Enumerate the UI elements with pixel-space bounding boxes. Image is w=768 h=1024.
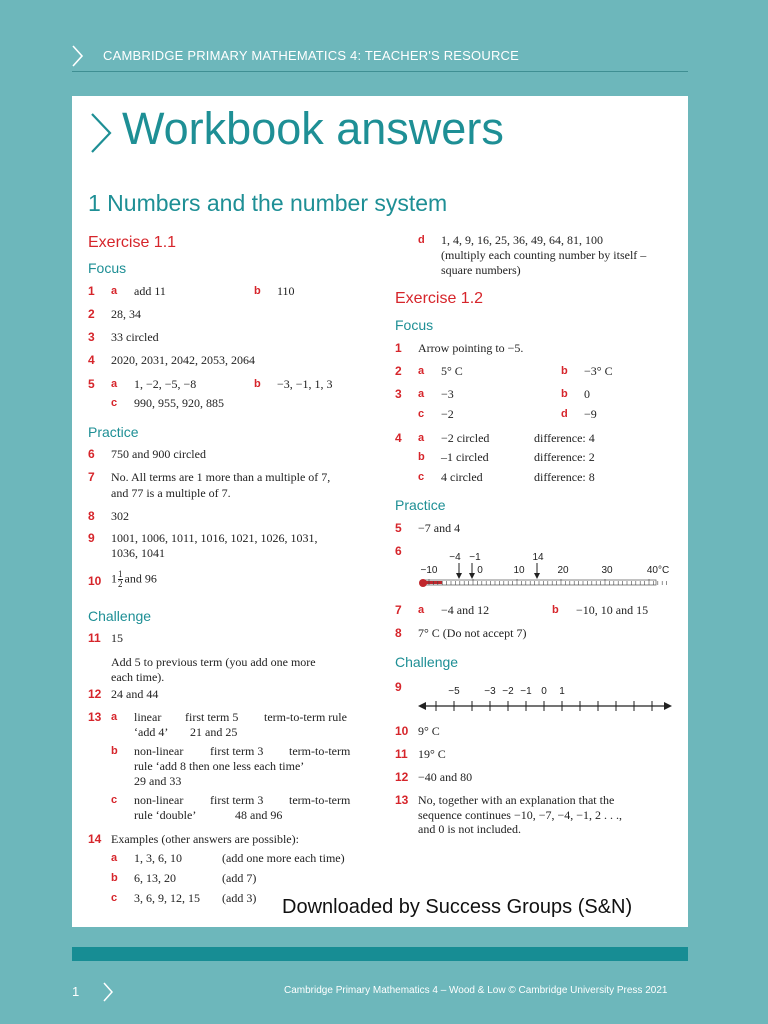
- footer-credit: Cambridge Primary Mathematics 4 – Wood & Low © Cambridge University Press 2021: [284, 985, 668, 996]
- answer-text: first term 5: [185, 710, 239, 724]
- number-line-diagram: [418, 682, 678, 716]
- chevron-right-icon: [70, 44, 84, 68]
- answer-text: 9° C: [418, 724, 440, 738]
- scale-label: 0: [477, 565, 483, 576]
- part-letter: a: [418, 604, 425, 616]
- question-number: 13: [395, 793, 409, 807]
- answer-text: 33 circled: [111, 330, 159, 344]
- answer-text: No. All terms are 1 more than a multiple of 7,: [111, 470, 331, 484]
- part-letter: b: [111, 872, 118, 884]
- answer-text: 5° C: [441, 364, 463, 378]
- part-letter: a: [111, 852, 118, 864]
- question-number: 11: [88, 631, 101, 645]
- answer-text-rest: and 96: [124, 571, 157, 586]
- answer-text: −10, 10 and 15: [576, 603, 649, 617]
- chevron-right-icon: [88, 112, 114, 154]
- question-number: 4: [88, 353, 95, 367]
- answer-text: difference: 4: [534, 431, 595, 445]
- footer-bar: [72, 947, 688, 961]
- answer-text: sequence continues −10, −7, −4, −1, 2 . . .,: [418, 808, 623, 822]
- exercise-title: Exercise 1.1: [88, 234, 177, 251]
- question-number: 12: [88, 687, 102, 701]
- fraction-numerator: 1: [118, 569, 123, 579]
- mixed-number-whole: 1: [111, 571, 117, 586]
- section-heading: Challenge: [395, 654, 459, 670]
- answer-text: 1, −2, −5, −8: [134, 377, 197, 391]
- answer-text: No, together with an explanation that the: [418, 793, 615, 807]
- number-line-label: 0: [541, 686, 547, 697]
- question-number: 2: [395, 364, 402, 378]
- answer-text: 3, 6, 9, 12, 15: [134, 891, 200, 905]
- number-line-label: −3: [484, 686, 496, 697]
- answer-text: 990, 955, 920, 885: [134, 396, 224, 410]
- number-line-label: −5: [448, 686, 460, 697]
- answer-text: non-linear: [134, 744, 184, 758]
- arrow-left-icon: [418, 702, 426, 710]
- answer-text: 1, 4, 9, 16, 25, 36, 49, 64, 81, 100: [441, 233, 603, 247]
- header-title: CAMBRIDGE PRIMARY MATHEMATICS 4: TEACHER'S RESOURCE: [103, 48, 519, 63]
- question-number: 11: [395, 747, 408, 761]
- answer-text: rule ‘double’: [134, 808, 197, 822]
- arrow-right-icon: [664, 702, 672, 710]
- question-number: 5: [88, 377, 95, 391]
- scale-label: 40°C: [646, 565, 670, 576]
- answer-text: −2 circled: [441, 431, 490, 445]
- answer-text: add 11: [134, 284, 166, 298]
- answer-text: difference: 2: [534, 450, 595, 464]
- question-number: 10: [88, 574, 102, 588]
- scale-label: 20: [557, 565, 569, 576]
- answer-text: –1 circled: [441, 450, 489, 464]
- arrow-down-icon: [456, 563, 462, 579]
- exercise-title: Exercise 1.2: [395, 290, 484, 307]
- answer-text: 48 and 96: [235, 808, 283, 822]
- answer-text: 4 circled: [441, 470, 483, 484]
- thermometer-bulb: [419, 579, 427, 587]
- question-number: 14: [88, 832, 102, 846]
- part-letter: b: [254, 285, 261, 297]
- chevron-right-icon: [102, 981, 114, 1003]
- answer-text: ‘add 4’: [134, 725, 169, 739]
- part-letter: b: [254, 378, 261, 390]
- answer-text: −2: [441, 407, 454, 421]
- answer-text: Arrow pointing to −5.: [418, 341, 524, 355]
- answer-text: 24 and 44: [111, 687, 159, 701]
- part-letter: c: [111, 397, 118, 409]
- page-number: 1: [72, 984, 80, 999]
- part-letter: a: [111, 711, 118, 723]
- question-number: 7: [395, 603, 402, 617]
- number-line-label: −1: [520, 686, 532, 697]
- section-heading: Practice: [395, 497, 446, 513]
- question-number: 12: [395, 770, 409, 784]
- section-heading: Challenge: [88, 608, 152, 624]
- answer-text: −3: [441, 387, 454, 401]
- answer-text: (add 3): [222, 891, 257, 905]
- question-number: 8: [88, 509, 95, 523]
- answer-text: Add 5 to previous term (you add one more: [111, 655, 316, 669]
- answer-text: 28, 34: [111, 307, 141, 321]
- question-number: 6: [88, 447, 95, 461]
- answer-text: 15: [111, 631, 123, 645]
- scale-label: −10: [420, 565, 438, 576]
- part-letter: a: [111, 378, 118, 390]
- page-title: Workbook answers: [122, 103, 504, 154]
- answer-text: −4 and 12: [441, 603, 490, 617]
- answer-text: first term 3: [210, 793, 264, 807]
- answer-text: Examples (other answers are possible):: [111, 832, 299, 846]
- question-number: 3: [88, 330, 95, 344]
- question-number: 13: [88, 710, 102, 724]
- chapter-title: 1 Numbers and the number system: [88, 190, 448, 216]
- answer-text: −9: [584, 407, 597, 421]
- part-letter: b: [561, 388, 568, 400]
- question-number: 1: [395, 341, 402, 355]
- answer-text: and 0 is not included.: [418, 822, 521, 836]
- answer-text: [111, 570, 157, 589]
- answer-text: 1, 3, 6, 10: [134, 851, 182, 865]
- answer-text: 21 and 25: [190, 725, 238, 739]
- question-number: 5: [395, 521, 402, 535]
- number-line-label: 1: [559, 686, 565, 697]
- download-watermark-text: Downloaded by Success Groups (S&N): [282, 896, 633, 918]
- part-letter: a: [418, 388, 425, 400]
- answer-text: 29 and 33: [134, 774, 182, 788]
- number-line-label: −2: [502, 686, 514, 697]
- part-letter: b: [552, 604, 559, 616]
- part-letter: d: [418, 234, 425, 246]
- answer-text: and 77 is a multiple of 7.: [111, 486, 231, 500]
- answer-text: 1001, 1006, 1011, 1016, 1021, 1026, 1031,: [111, 531, 318, 545]
- part-letter: c: [418, 471, 425, 483]
- answer-text: 0: [584, 387, 590, 401]
- question-number: 4: [395, 431, 402, 445]
- answer-text: each time).: [111, 670, 165, 684]
- arrow-down-icon: [469, 563, 475, 579]
- answer-text: first term 3: [210, 744, 264, 758]
- question-number: 2: [88, 307, 95, 321]
- answer-text: linear: [134, 710, 162, 724]
- thermometer-diagram: [414, 546, 676, 596]
- answer-text: (add one more each time): [222, 851, 345, 865]
- question-number: 8: [395, 626, 402, 640]
- answer-text: non-linear: [134, 793, 184, 807]
- part-letter: b: [111, 745, 118, 757]
- part-letter: d: [561, 408, 568, 420]
- answer-text: (add 7): [222, 871, 257, 885]
- answer-text: 7° C (Do not accept 7): [418, 626, 527, 640]
- question-number: 6: [395, 544, 402, 558]
- answer-text: −3° C: [584, 364, 613, 378]
- fraction-denominator: 2: [118, 579, 123, 589]
- question-number: 9: [395, 680, 402, 694]
- answer-text: 19° C: [418, 747, 446, 761]
- part-letter: a: [111, 285, 118, 297]
- scale-label: 30: [601, 565, 613, 576]
- part-letter: a: [418, 432, 425, 444]
- part-letter: c: [418, 408, 425, 420]
- answer-text: 750 and 900 circled: [111, 447, 206, 461]
- part-letter: c: [111, 892, 118, 904]
- part-letter: b: [418, 451, 425, 463]
- answer-text: rule ‘add 8 then one less each time’: [134, 759, 305, 773]
- scale-label: 10: [513, 565, 525, 576]
- answer-text: −40 and 80: [418, 770, 473, 784]
- answer-text: −3, −1, 1, 3: [277, 377, 333, 391]
- question-number: 10: [395, 724, 409, 738]
- part-letter: a: [418, 365, 425, 377]
- answer-text: 110: [277, 284, 295, 298]
- answer-text: term-to-term rule: [264, 710, 347, 724]
- answer-text: term-to-term: [289, 744, 351, 758]
- arrow-label: −1: [469, 552, 481, 563]
- arrow-label: 14: [532, 552, 544, 563]
- answer-text: difference: 8: [534, 470, 595, 484]
- header-divider: [72, 71, 688, 72]
- answer-text: −7 and 4: [418, 521, 461, 535]
- answer-text: (multiply each counting number by itself –: [441, 248, 647, 262]
- thermometer-tube: [424, 580, 656, 585]
- answer-text: square numbers): [441, 263, 521, 277]
- question-number: 9: [88, 531, 95, 545]
- answer-text: 2020, 2031, 2042, 2053, 2064: [111, 353, 255, 367]
- section-heading: Focus: [395, 317, 434, 333]
- part-letter: c: [111, 794, 118, 806]
- answer-text: 1036, 1041: [111, 546, 165, 560]
- answer-text: 6, 13, 20: [134, 871, 176, 885]
- section-heading: Focus: [88, 260, 127, 276]
- question-number: 1: [88, 284, 95, 298]
- section-heading: Practice: [88, 424, 139, 440]
- part-letter: b: [561, 365, 568, 377]
- answer-text: 302: [111, 509, 129, 523]
- arrow-label: −4: [449, 552, 461, 563]
- answer-text: term-to-term: [289, 793, 351, 807]
- fraction: [118, 570, 123, 589]
- question-number: 3: [395, 387, 402, 401]
- arrow-down-icon: [534, 563, 540, 579]
- question-number: 7: [88, 470, 95, 484]
